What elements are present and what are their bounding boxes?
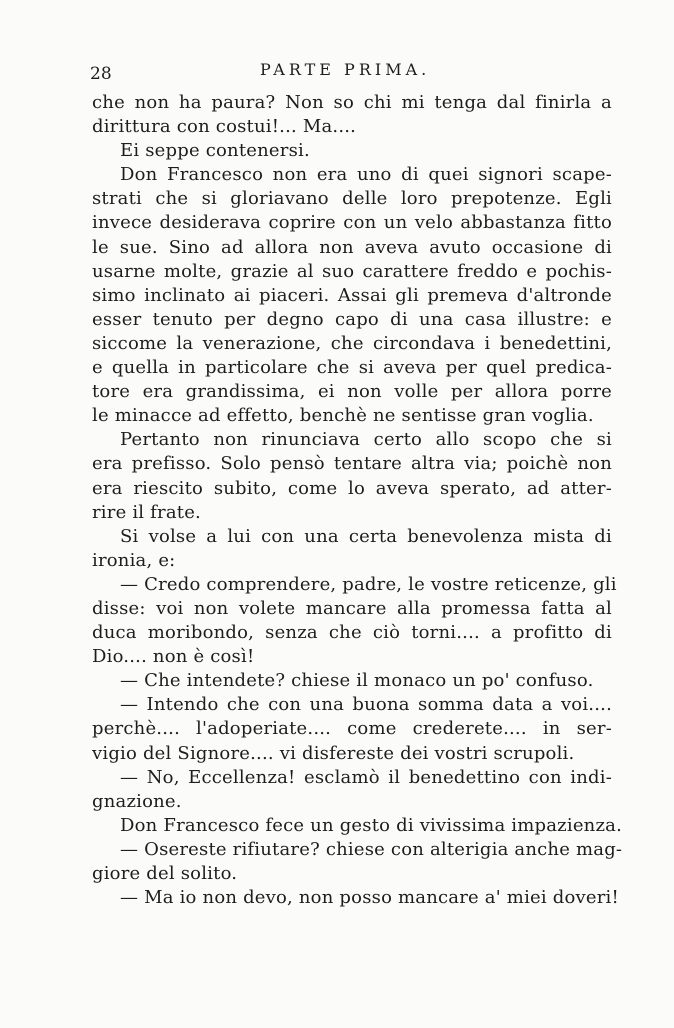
- text-line: Dio.... non è così!: [92, 646, 255, 668]
- text-line: le minacce ad effetto, benchè ne sentisse gran voglia.: [92, 405, 594, 427]
- text-line: le sue. Sino ad allora non aveva avuto occasione di: [92, 236, 612, 258]
- text-line: Don Francesco non era uno di quei signori scape-: [120, 164, 612, 186]
- text-line: era riescito subito, come lo aveva sperato, ad atter-: [92, 477, 612, 499]
- text-line: rire il frate.: [92, 501, 201, 523]
- text-line: — No, Eccellenza! esclamò il benedettino con indi-: [120, 766, 612, 788]
- text-line: simo inclinato ai piaceri. Assai gli premeva d'altronde: [92, 284, 612, 306]
- text-line: vigio del Signore.... vi disfereste dei vostri scrupoli.: [92, 742, 575, 764]
- text-line: esser tenuto per degno capo di una casa illustre: e: [92, 308, 612, 330]
- text-line: tore era grandissima, ei non volle per allora porre: [92, 381, 612, 403]
- text-line: duca moribondo, senza che ciò torni.... a profitto di: [92, 622, 612, 644]
- body-text: [92, 91, 623, 910]
- text-line: era prefisso. Solo pensò tentare altra via; poichè non: [92, 453, 612, 475]
- page-number: 28: [90, 64, 112, 84]
- text-line: — Ma io non devo, non posso mancare a' miei doveri!: [120, 887, 619, 909]
- text-line: Si volse a lui con una certa benevolenza mista di: [120, 525, 612, 547]
- text-line: ironia, e:: [92, 549, 176, 571]
- text-line: invece desiderava coprire con un velo abbastanza fitto: [92, 212, 612, 234]
- text-line: Don Francesco fece un gesto di vivissima impazienza.: [120, 814, 622, 836]
- text-line: che non ha paura? Non so chi mi tenga dal finirla a: [92, 92, 612, 113]
- text-line: perchè.... l'adoperiate.... come crederete.... in ser-: [92, 718, 612, 740]
- text-line: disse: voi non volete mancare alla promessa fatta al: [92, 597, 612, 619]
- text-line: Pertanto non rinunciava certo allo scopo che si: [120, 429, 612, 451]
- running-title: PARTE PRIMA.: [260, 60, 431, 79]
- text-line: gnazione.: [92, 790, 182, 812]
- text-line: — Che intendete? chiese il monaco un po' confuso.: [120, 670, 594, 692]
- text-line: siccome la venerazione, che circondava i benedettini,: [92, 332, 612, 354]
- text-line: Ei seppe contenersi.: [120, 140, 310, 162]
- text-line: — Intendo che con una buona somma data a voi....: [120, 694, 612, 716]
- text-line: dirittura con costui!... Ma....: [92, 116, 357, 138]
- page-header: [90, 60, 610, 86]
- text-line: usarne molte, grazie al suo carattere freddo e pochis-: [92, 260, 612, 282]
- text-line: strati che si gloriavano delle loro prepotenze. Egli: [92, 188, 612, 210]
- text-line: — Credo comprendere, padre, le vostre reticenze, gli: [120, 573, 617, 595]
- text-line: e quella in particolare che si aveva per quel predica-: [92, 357, 612, 379]
- text-line: giore del solito.: [92, 863, 238, 884]
- text-line: — Osereste rifiutare? chiese con alterigia anche mag-: [120, 838, 623, 860]
